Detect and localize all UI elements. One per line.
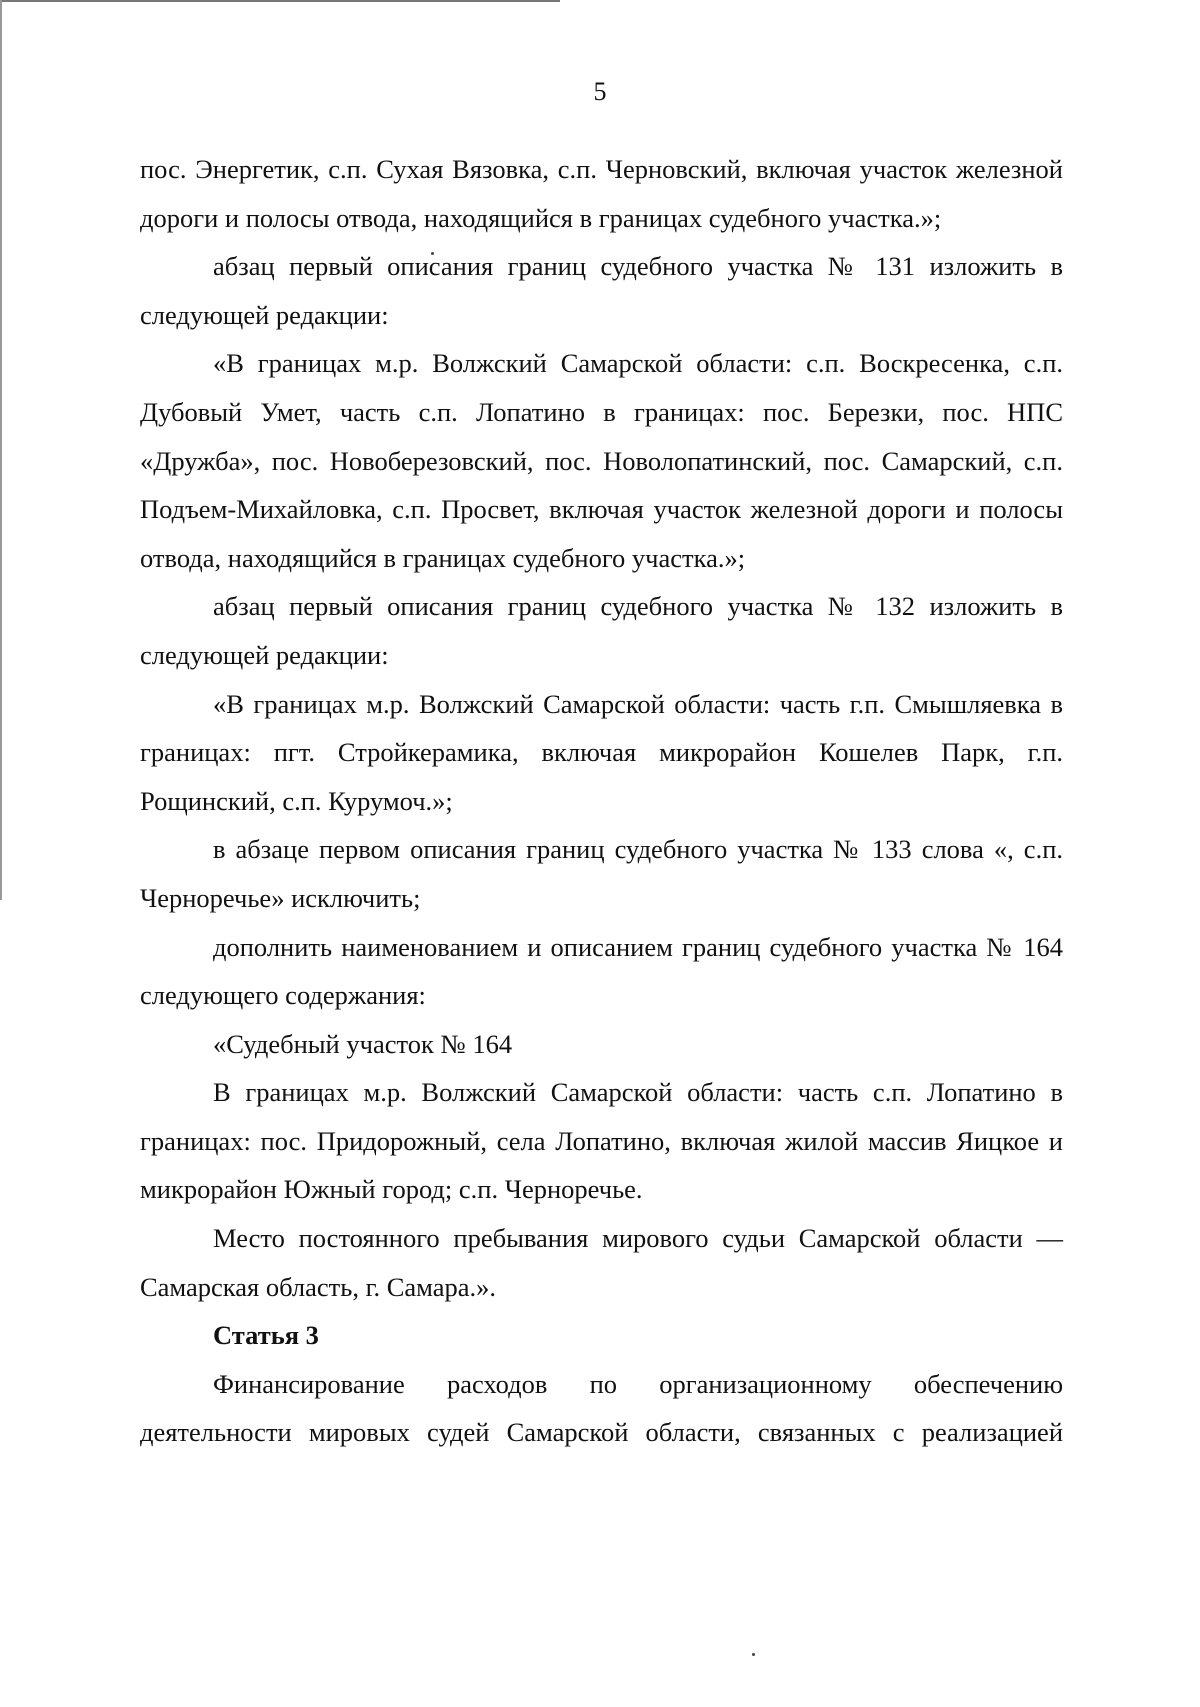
document-body — [140, 145, 1063, 1457]
paragraph-continuation: пос. Энергетик, с.п. Сухая Вязовка, с.п. Черновский, включая участок железной дороги и полосы отвода, находящийся в границах судебного участка.»; — [140, 154, 1063, 233]
paragraph-title-164: «Судебный участок № 164 — [213, 1028, 513, 1059]
paragraph-boundaries-164: В границах м.р. Волжский Самарской области: часть с.п. Лопатино в границах: пос. Придорожный, села Лопатино, включая жилой массив Яицкое и микрорайон Южный город; с.п. Черноречье. — [140, 1077, 1063, 1205]
paragraph-amendment-132: абзац первый описания границ судебного участка № 132 изложить в следующей редакции: — [140, 591, 1063, 670]
scan-edge-top — [0, 0, 560, 2]
paragraph-addition-164: дополнить наименованием и описанием границ судебного участка № 164 следующего содержания: — [140, 931, 1063, 1011]
paragraph-residence-164: Место постоянного пребывания мирового судьи Самарской области — Самарская область, г. Самара.». — [140, 1223, 1063, 1302]
paragraph-quote-131: «В границах м.р. Волжский Самарской области: с.п. Воскресенка, с.п. Дубовый Умет, часть с.п. Лопатино в границах: пос. Березки, пос. НПС «Дружба», пос. Новоберезовский, пос. Новолопатинский, пос. Самарский, с.п. Подъем-Михайловка, с.п. Просвет, включая участок железной дороги и полосы отвода, находящийся в границах судебного участка.»; — [140, 348, 1063, 573]
scan-edge-left — [0, 0, 2, 900]
page-number: 5 — [593, 77, 607, 106]
paragraph-article-3-body: Финансирование расходов по организационному обеспечению деятельности мировых судей Самарской области, связанных с реализацией — [140, 1368, 1063, 1448]
paragraph-quote-132: «В границах м.р. Волжский Самарской области: часть г.п. Смышляевка в границах: пгт. Стройкерамика, включая микрорайон Кошелев Парк, г.п. Рощинский, с.п. Курумоч.»; — [140, 688, 1063, 816]
paragraph-amendment-133: в абзаце первом описания границ судебного участка № 133 слова «, с.п. Черноречье» исключить; — [140, 834, 1063, 913]
paragraph-amendment-131: абзац первый описания границ судебного участка № 131 изложить в следующей редакции: — [140, 251, 1063, 330]
article-3-heading: Статья 3 — [213, 1320, 319, 1351]
scan-speck — [752, 1653, 755, 1656]
